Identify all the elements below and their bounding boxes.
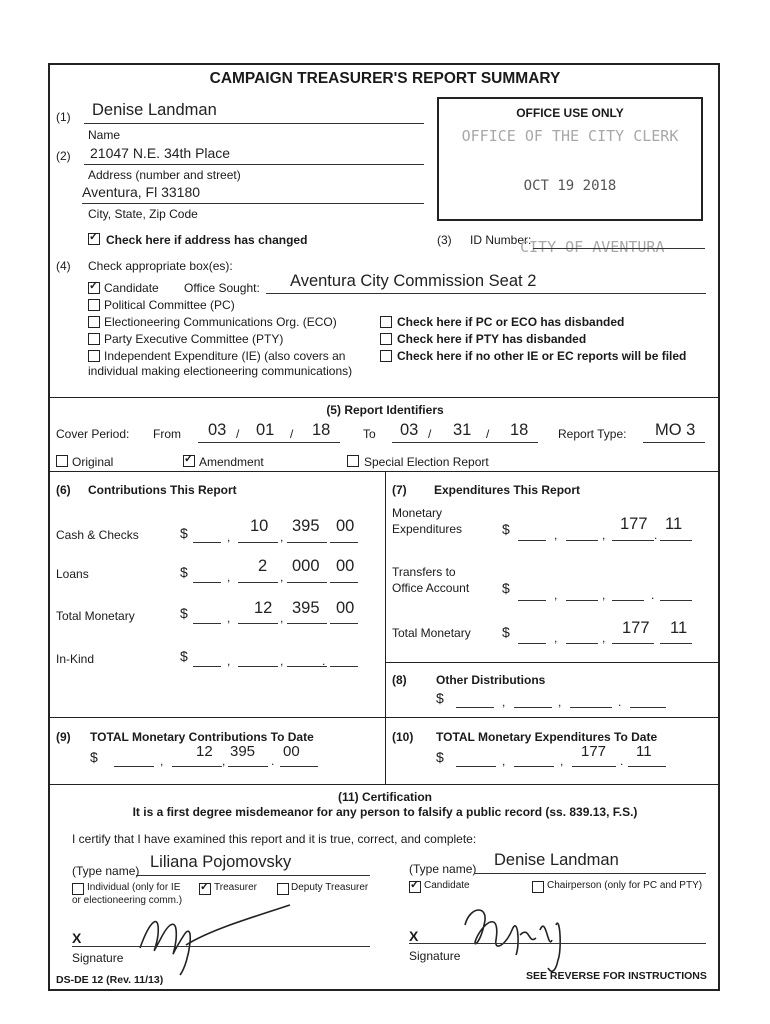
cash-cents[interactable]: 00 — [336, 517, 355, 535]
divider-contributions — [49, 471, 719, 472]
treasurer-signature-label: Signature — [72, 951, 124, 965]
cash-checks-label: Cash & Checks — [56, 528, 139, 542]
to-day[interactable]: 31 — [453, 421, 472, 439]
ie-label-line2: individual making electioneering communications) — [88, 364, 353, 378]
eco-label: Electioneering Communications Org. (ECO) — [104, 315, 337, 329]
total-contributions-label: Total Monetary — [56, 609, 135, 623]
expenditures-to-date-cents[interactable]: 11 — [636, 743, 652, 760]
political-committee-label: Political Committee (PC) — [104, 298, 235, 312]
amendment-label: Amendment — [199, 455, 264, 469]
report-type-line — [643, 442, 705, 443]
item9-number: (9) — [56, 730, 71, 744]
special-election-checkbox[interactable] — [347, 455, 359, 467]
in-kind-dollar-sign: $ — [180, 648, 188, 664]
treasurer-type-name-label: (Type name) — [72, 864, 140, 878]
pc-disbanded-checkbox[interactable] — [380, 316, 392, 328]
candidate-signer-label: Candidate — [424, 880, 470, 891]
chairperson-checkbox[interactable] — [532, 881, 544, 893]
item3-number: (3) — [437, 233, 452, 247]
special-election-label: Special Election Report — [364, 455, 489, 469]
contributions-heading: Contributions This Report — [88, 483, 237, 497]
candidate-checkbox[interactable] — [88, 282, 100, 294]
ie-label-line1: Independent Expenditure (IE) (also covers an — [104, 349, 346, 363]
candidate-signature[interactable] — [0, 0, 1, 1]
loans-cents[interactable]: 00 — [336, 557, 355, 575]
individual-checkbox[interactable] — [72, 883, 84, 895]
certify-statement: I certify that I have examined this report and it is true, correct, and complete: — [72, 832, 477, 846]
original-checkbox[interactable] — [56, 455, 68, 467]
from-label: From — [153, 427, 181, 441]
from-day[interactable]: 01 — [256, 421, 275, 439]
candidate-label: Candidate — [104, 281, 159, 295]
received-date-stamp: OCT 19 2018 — [523, 178, 617, 194]
deputy-treasurer-label: Deputy Treasurer — [291, 882, 369, 893]
candidate-signature-line — [409, 943, 706, 944]
report-identifiers-heading: (5) Report Identifiers — [326, 403, 444, 417]
monetary-expenditures-cents[interactable]: 11 — [665, 515, 683, 533]
monetary-expenditures-dollar-sign: $ — [502, 521, 510, 537]
candidate-name-line — [474, 873, 706, 874]
from-month[interactable]: 03 — [208, 421, 227, 439]
item8-number: (8) — [392, 673, 407, 687]
treasurer-name-value[interactable]: Liliana Pojomovsky — [150, 853, 292, 871]
item6-number: (6) — [56, 483, 71, 497]
candidate-signer-checkbox[interactable] — [409, 881, 421, 893]
total-expenditures-dollar-sign: $ — [502, 624, 510, 640]
to-year[interactable]: 18 — [510, 421, 529, 439]
id-number-label: ID Number: — [470, 233, 532, 247]
misdemeanor-warning: It is a first degree misdemeanor for any person to falsify a public record (ss. 839.13, F.S.) — [132, 805, 638, 819]
transfers-label-2: Office Account — [392, 581, 470, 595]
center-divider — [385, 471, 386, 784]
pc-disbanded-label: Check here if PC or ECO has disbanded — [397, 315, 625, 329]
certification-heading: (11) Certification — [337, 790, 433, 804]
to-month[interactable]: 03 — [400, 421, 419, 439]
original-label: Original — [72, 455, 114, 469]
total-contributions-cents[interactable]: 00 — [336, 599, 355, 617]
item4-number: (4) — [56, 259, 71, 273]
address-label: Address (number and street) — [88, 168, 241, 182]
loans-label: Loans — [56, 567, 89, 581]
address-changed-checkbox[interactable] — [88, 233, 100, 245]
address-value[interactable]: 21047 N.E. 34th Place — [90, 145, 231, 161]
treasurer-x-mark: X — [72, 930, 82, 946]
to-date-line — [392, 442, 538, 443]
pty-disbanded-label: Check here if PTY has disbanded — [397, 332, 587, 346]
monetary-expenditures-label-1: Monetary — [392, 506, 443, 520]
item7-number: (7) — [392, 483, 407, 497]
treasurer-name-line — [136, 875, 370, 876]
city-line — [82, 203, 424, 204]
candidate-name-value[interactable]: Denise Landman — [494, 851, 619, 869]
individual-label-2: or electioneering comm.) — [72, 895, 183, 906]
name-label: Name — [88, 128, 121, 142]
monetary-expenditures-label-2: Expenditures — [392, 522, 463, 536]
eco-checkbox[interactable] — [88, 316, 100, 328]
item2-number: (2) — [56, 149, 71, 163]
pty-label: Party Executive Committee (PTY) — [104, 332, 284, 346]
total-expenditures-cents[interactable]: 11 — [670, 619, 688, 637]
political-committee-checkbox[interactable] — [88, 299, 100, 311]
divider-report-identifiers — [49, 397, 719, 398]
amendment-checkbox[interactable] — [183, 455, 195, 467]
contributions-to-date-dollar-sign: $ — [90, 749, 98, 765]
contributions-to-date-thousands[interactable]: 12 — [196, 743, 213, 760]
total-contributions-hundreds[interactable]: 395 — [292, 599, 320, 617]
form-title: CAMPAIGN TREASURER'S REPORT SUMMARY — [209, 70, 561, 87]
item1-number: (1) — [56, 110, 71, 124]
from-year[interactable]: 18 — [312, 421, 331, 439]
form-id: DS-DE 12 (Rev. 11/13) — [56, 974, 164, 986]
treasurer-signature-line — [72, 946, 370, 947]
cover-period-label: Cover Period: — [56, 427, 130, 441]
loans-thousands[interactable]: 2 — [258, 557, 268, 575]
office-sought-value[interactable]: Aventura City Commission Seat 2 — [290, 272, 537, 290]
office-sought-label: Office Sought: — [184, 281, 260, 295]
divider-totals — [49, 717, 719, 718]
total-expenditures-hundreds[interactable]: 177 — [622, 619, 650, 637]
candidate-x-mark: X — [409, 928, 419, 944]
deputy-treasurer-checkbox[interactable] — [277, 883, 289, 895]
chairperson-label: Chairperson (only for PC and PTY) — [547, 880, 703, 891]
office-use-heading: OFFICE USE ONLY — [516, 106, 624, 120]
city-value[interactable]: Aventura, Fl 33180 — [82, 184, 201, 200]
other-distributions-heading: Other Distributions — [436, 673, 546, 687]
clerk-stamp: OFFICE OF THE CITY CLERK — [461, 127, 679, 145]
check-boxes-label: Check appropriate box(es): — [88, 259, 233, 273]
divider-certification — [49, 784, 719, 785]
contributions-to-date-hundreds[interactable]: 395 — [230, 743, 256, 760]
total-expenditures-to-date-heading: TOTAL Monetary Expenditures To Date — [436, 730, 658, 744]
cash-thousands[interactable]: 10 — [250, 517, 269, 535]
candidate-type-name-label: (Type name) — [409, 862, 477, 876]
office-sought-line — [266, 293, 706, 294]
address-line — [84, 164, 424, 165]
report-type-value[interactable]: MO 3 — [655, 421, 696, 439]
item10-number: (10) — [392, 730, 414, 744]
from-date-line — [198, 442, 340, 443]
individual-label-1: Individual (only for IE — [87, 882, 181, 893]
total-contributions-to-date-heading: TOTAL Monetary Contributions To Date — [90, 730, 314, 744]
to-label: To — [363, 427, 376, 441]
treasurer-label: Treasurer — [214, 882, 257, 893]
loans-hundreds[interactable]: 000 — [292, 557, 320, 575]
city-label: City, State, Zip Code — [88, 207, 198, 221]
pty-checkbox[interactable] — [88, 333, 100, 345]
cash-hundreds[interactable]: 395 — [292, 517, 320, 535]
monetary-expenditures-hundreds[interactable]: 177 — [620, 515, 648, 533]
address-changed-label: Check here if address has changed — [106, 233, 308, 247]
no-other-reports-checkbox[interactable] — [380, 350, 392, 362]
in-kind-label: In-Kind — [56, 652, 95, 666]
expenditures-to-date-dollar-sign: $ — [436, 749, 444, 765]
expenditures-heading: Expenditures This Report — [434, 483, 581, 497]
transfers-dollar-sign: $ — [502, 580, 510, 596]
cash-dollar-sign: $ — [180, 525, 188, 541]
transfers-label-1: Transfers to — [392, 565, 456, 579]
treasurer-checkbox[interactable] — [199, 883, 211, 895]
divider-other-distributions — [385, 662, 719, 663]
ie-checkbox[interactable] — [88, 350, 100, 362]
candidate-signature-label: Signature — [409, 949, 461, 963]
instructions-note: SEE REVERSE FOR INSTRUCTIONS — [526, 970, 707, 982]
other-distributions-dollar-sign: $ — [436, 690, 444, 706]
city-stamp: CITY OF AVENTURA — [520, 238, 665, 256]
expenditures-to-date-hundreds[interactable]: 177 — [581, 743, 607, 760]
report-type-label: Report Type: — [558, 427, 627, 441]
id-number-line — [533, 248, 705, 249]
total-contributions-thousands[interactable]: 12 — [254, 599, 273, 617]
loans-dollar-sign: $ — [180, 564, 188, 580]
total-contributions-dollar-sign: $ — [180, 605, 188, 621]
name-value[interactable]: Denise Landman — [92, 101, 217, 119]
no-other-reports-label: Check here if no other IE or EC reports will be filed — [397, 349, 687, 363]
total-expenditures-label: Total Monetary — [392, 626, 471, 640]
contributions-to-date-cents[interactable]: 00 — [283, 743, 300, 760]
pty-disbanded-checkbox[interactable] — [380, 333, 392, 345]
name-line — [84, 123, 424, 124]
